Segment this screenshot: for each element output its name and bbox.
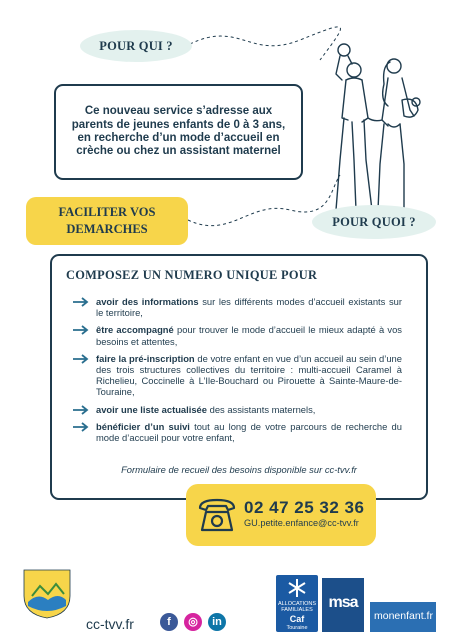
contact-box: [186, 484, 376, 546]
arrow-icon: [72, 297, 90, 307]
intro-text: Ce nouveau service s’adresse aux parents de jeunes enfants de 0 à 3 ans, en recherche d’un mode d’accueil en crèche ou chez un assistant maternel: [71, 105, 286, 158]
monenfant-logo: [370, 602, 436, 632]
bullet-text: de votre enfant en vue d’un accueil au sein d’une des trois structures collectives du territoire : multi-accueil Caramel à Richelieu, Coccinelle à L’Ile-Bouchard ou Pirouette à Sainte-Maure-de-Touraine,: [96, 352, 402, 398]
family-illustration: [318, 40, 430, 218]
arrow-icon: [72, 325, 90, 335]
pour-quoi-bubble: POUR QUOI ?: [312, 205, 436, 239]
caf-region: Touraine: [286, 625, 308, 631]
linkedin-icon[interactable]: in: [208, 613, 226, 631]
caf-name: Caf: [289, 614, 305, 624]
bullet-bold: bénéficier d’un suivi: [96, 420, 190, 432]
caf-line2: FAMILIALES: [281, 607, 313, 613]
arrow-icon: [72, 354, 90, 364]
msa-logo: [322, 578, 364, 632]
faciliter-demarches-tab: [26, 197, 188, 245]
arrow-icon: [72, 405, 90, 415]
intro-card: [54, 84, 303, 180]
formulaire-footnote: Formulaire de recueil des besoins disponible sur cc-tvv.fr: [121, 464, 357, 475]
bullet-bold: avoir une liste actualisée: [96, 403, 207, 415]
faciliter-line1: FACILITER VOS: [58, 205, 156, 219]
pour-qui-bubble: POUR QUI ?: [80, 30, 192, 62]
main-card: [50, 254, 428, 500]
bullet-text: tout au long de votre parcours de recherche du mode d’accueil pour votre enfant,: [96, 420, 402, 444]
bullet-text: des assistants maternels,: [207, 403, 316, 415]
list-item: [72, 404, 402, 415]
bullet-bold: faire la pré-inscription: [96, 352, 195, 364]
telephone-icon: [196, 494, 238, 536]
faciliter-line2: DEMARCHES: [66, 222, 148, 236]
caf-line1: ALLOCATIONS: [277, 601, 317, 607]
arrow-icon: [72, 422, 90, 432]
msa-text: msa: [328, 594, 358, 611]
bullet-bold: être accompagné: [96, 324, 174, 336]
phone-number[interactable]: 02 47 25 32 36: [244, 498, 365, 517]
website-link[interactable]: cc-tvv.fr: [86, 616, 134, 632]
instagram-icon[interactable]: ◎: [184, 613, 202, 631]
list-item: [72, 353, 402, 398]
bullet-list: [72, 296, 402, 449]
bullet-text: pour trouver le mode d’accueil le mieux adapté à vos besoins et attentes,: [96, 324, 402, 347]
snowflake-icon: [287, 578, 307, 598]
bullet-bold: avoir des informations: [96, 296, 199, 307]
bullet-text: sur les différents modes d’accueil existants sur le territoire,: [96, 296, 402, 319]
list-item: [72, 296, 402, 318]
list-item: [72, 421, 402, 443]
caf-logo: [276, 575, 318, 632]
main-title: COMPOSEZ UN NUMERO UNIQUE POUR: [66, 268, 318, 282]
email-address[interactable]: GU.petite.enfance@cc-tvv.fr: [244, 518, 359, 528]
monenfant-text: monenfant.fr: [374, 610, 433, 622]
list-item: [72, 324, 402, 346]
ccvv-logo: [18, 566, 76, 620]
facebook-icon[interactable]: f: [160, 613, 178, 631]
